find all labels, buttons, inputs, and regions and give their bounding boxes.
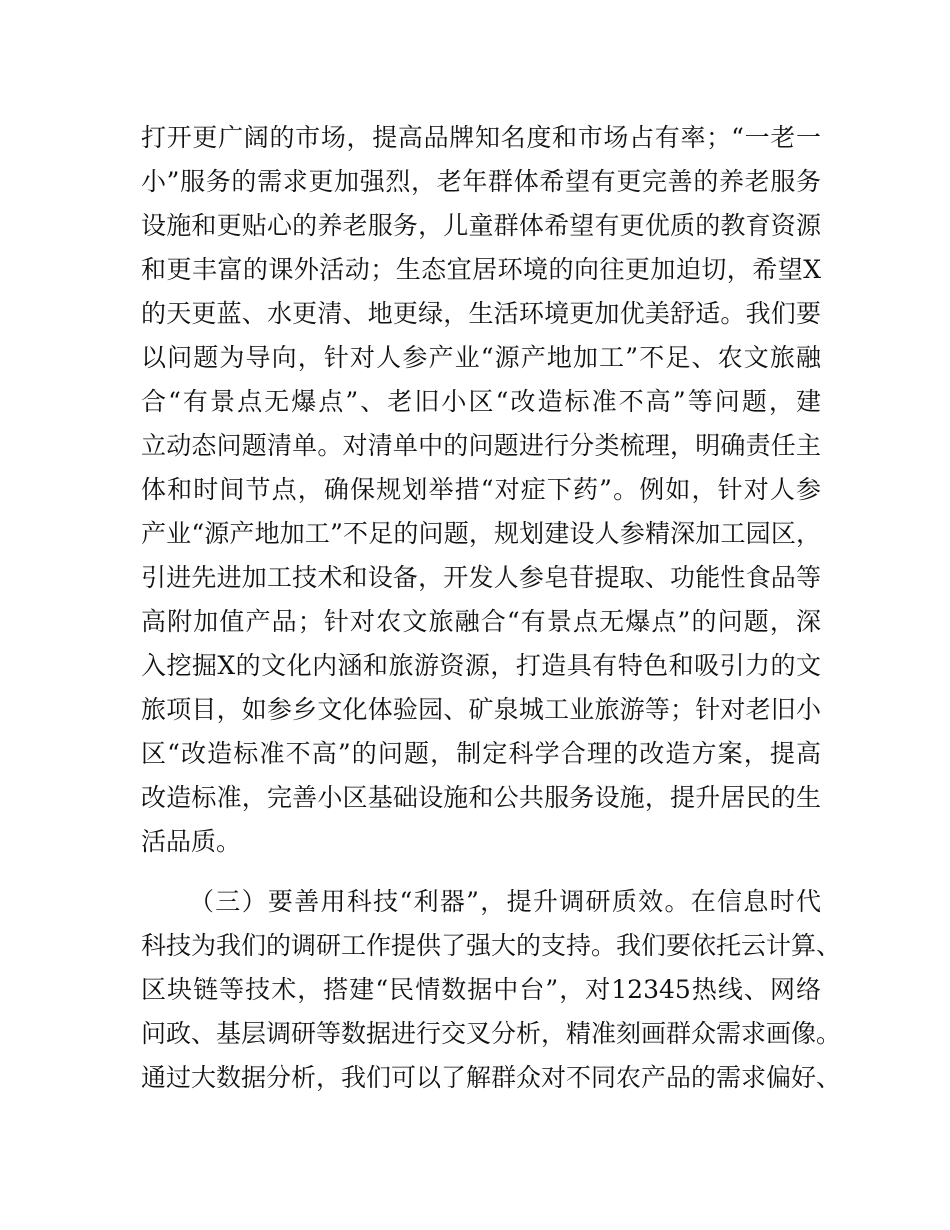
paragraph-line: 旅项目，如参乡文化体验园、矿泉城工业旅游等；针对老旧小: [141, 695, 821, 724]
document-body: [141, 116, 842, 1100]
paragraph-line: 产业“源产地加工”不足的问题，规划建设人参精深加工园区，: [141, 519, 821, 548]
paragraph-2: [141, 880, 842, 1100]
paragraph-line: 和更丰富的课外活动；生态宜居环境的向往更加迫切，希望X: [141, 255, 821, 284]
paragraph-line: 打开更广阔的市场，提高品牌知名度和市场占有率；“一老一: [141, 123, 821, 152]
paragraph-line: 活品质。: [141, 827, 242, 856]
paragraph-line: 入挖掘X的文化内涵和旅游资源，打造具有特色和吸引力的文: [141, 651, 821, 680]
paragraph-line: 合“有景点无爆点”、老旧小区“改造标准不高”等问题，建: [141, 387, 821, 416]
paragraph-line: 的天更蓝、水更清、地更绿，生活环境更加优美舒适。我们要: [141, 299, 821, 328]
paragraph-line: 区“改造标准不高”的问题，制定科学合理的改造方案，提高: [141, 739, 821, 768]
paragraph-line: 设施和更贴心的养老服务，儿童群体希望有更优质的教育资源: [141, 211, 821, 240]
paragraph-line: 体和时间节点，确保规划举措“对症下药”。例如，针对人参: [141, 475, 821, 504]
paragraph-spacer: [141, 864, 821, 880]
paragraph-line: 改造标准，完善小区基础设施和公共服务设施，提升居民的生: [141, 783, 821, 812]
paragraph-line: 立动态问题清单。对清单中的问题进行分类梳理，明确责任主: [141, 431, 821, 460]
paragraph-line: 小”服务的需求更加强烈，老年群体希望有更完善的养老服务: [141, 167, 821, 196]
paragraph-line: 以问题为导向，针对人参产业“源产地加工”不足、农文旅融: [141, 343, 821, 372]
paragraph-line: （三）要善用科技“利器”，提升调研质效。在信息时代: [189, 887, 821, 916]
paragraph-line: 引进先进加工技术和设备，开发人参皂苷提取、功能性食品等: [141, 563, 821, 592]
paragraph-line: 问政、基层调研等数据进行交叉分析，精准刻画群众需求画像。: [141, 1019, 842, 1048]
paragraph-line: 区块链等技术，搭建“民情数据中台”，对12345热线、网络: [141, 975, 821, 1004]
paragraph-line: 科技为我们的调研工作提供了强大的支持。我们要依托云计算、: [141, 931, 842, 960]
paragraph-line: 高附加值产品；针对农文旅融合“有景点无爆点”的问题，深: [141, 607, 821, 636]
paragraph-line: 通过大数据分析，我们可以了解群众对不同农产品的需求偏好、: [141, 1063, 842, 1092]
paragraph-1: [141, 116, 821, 864]
